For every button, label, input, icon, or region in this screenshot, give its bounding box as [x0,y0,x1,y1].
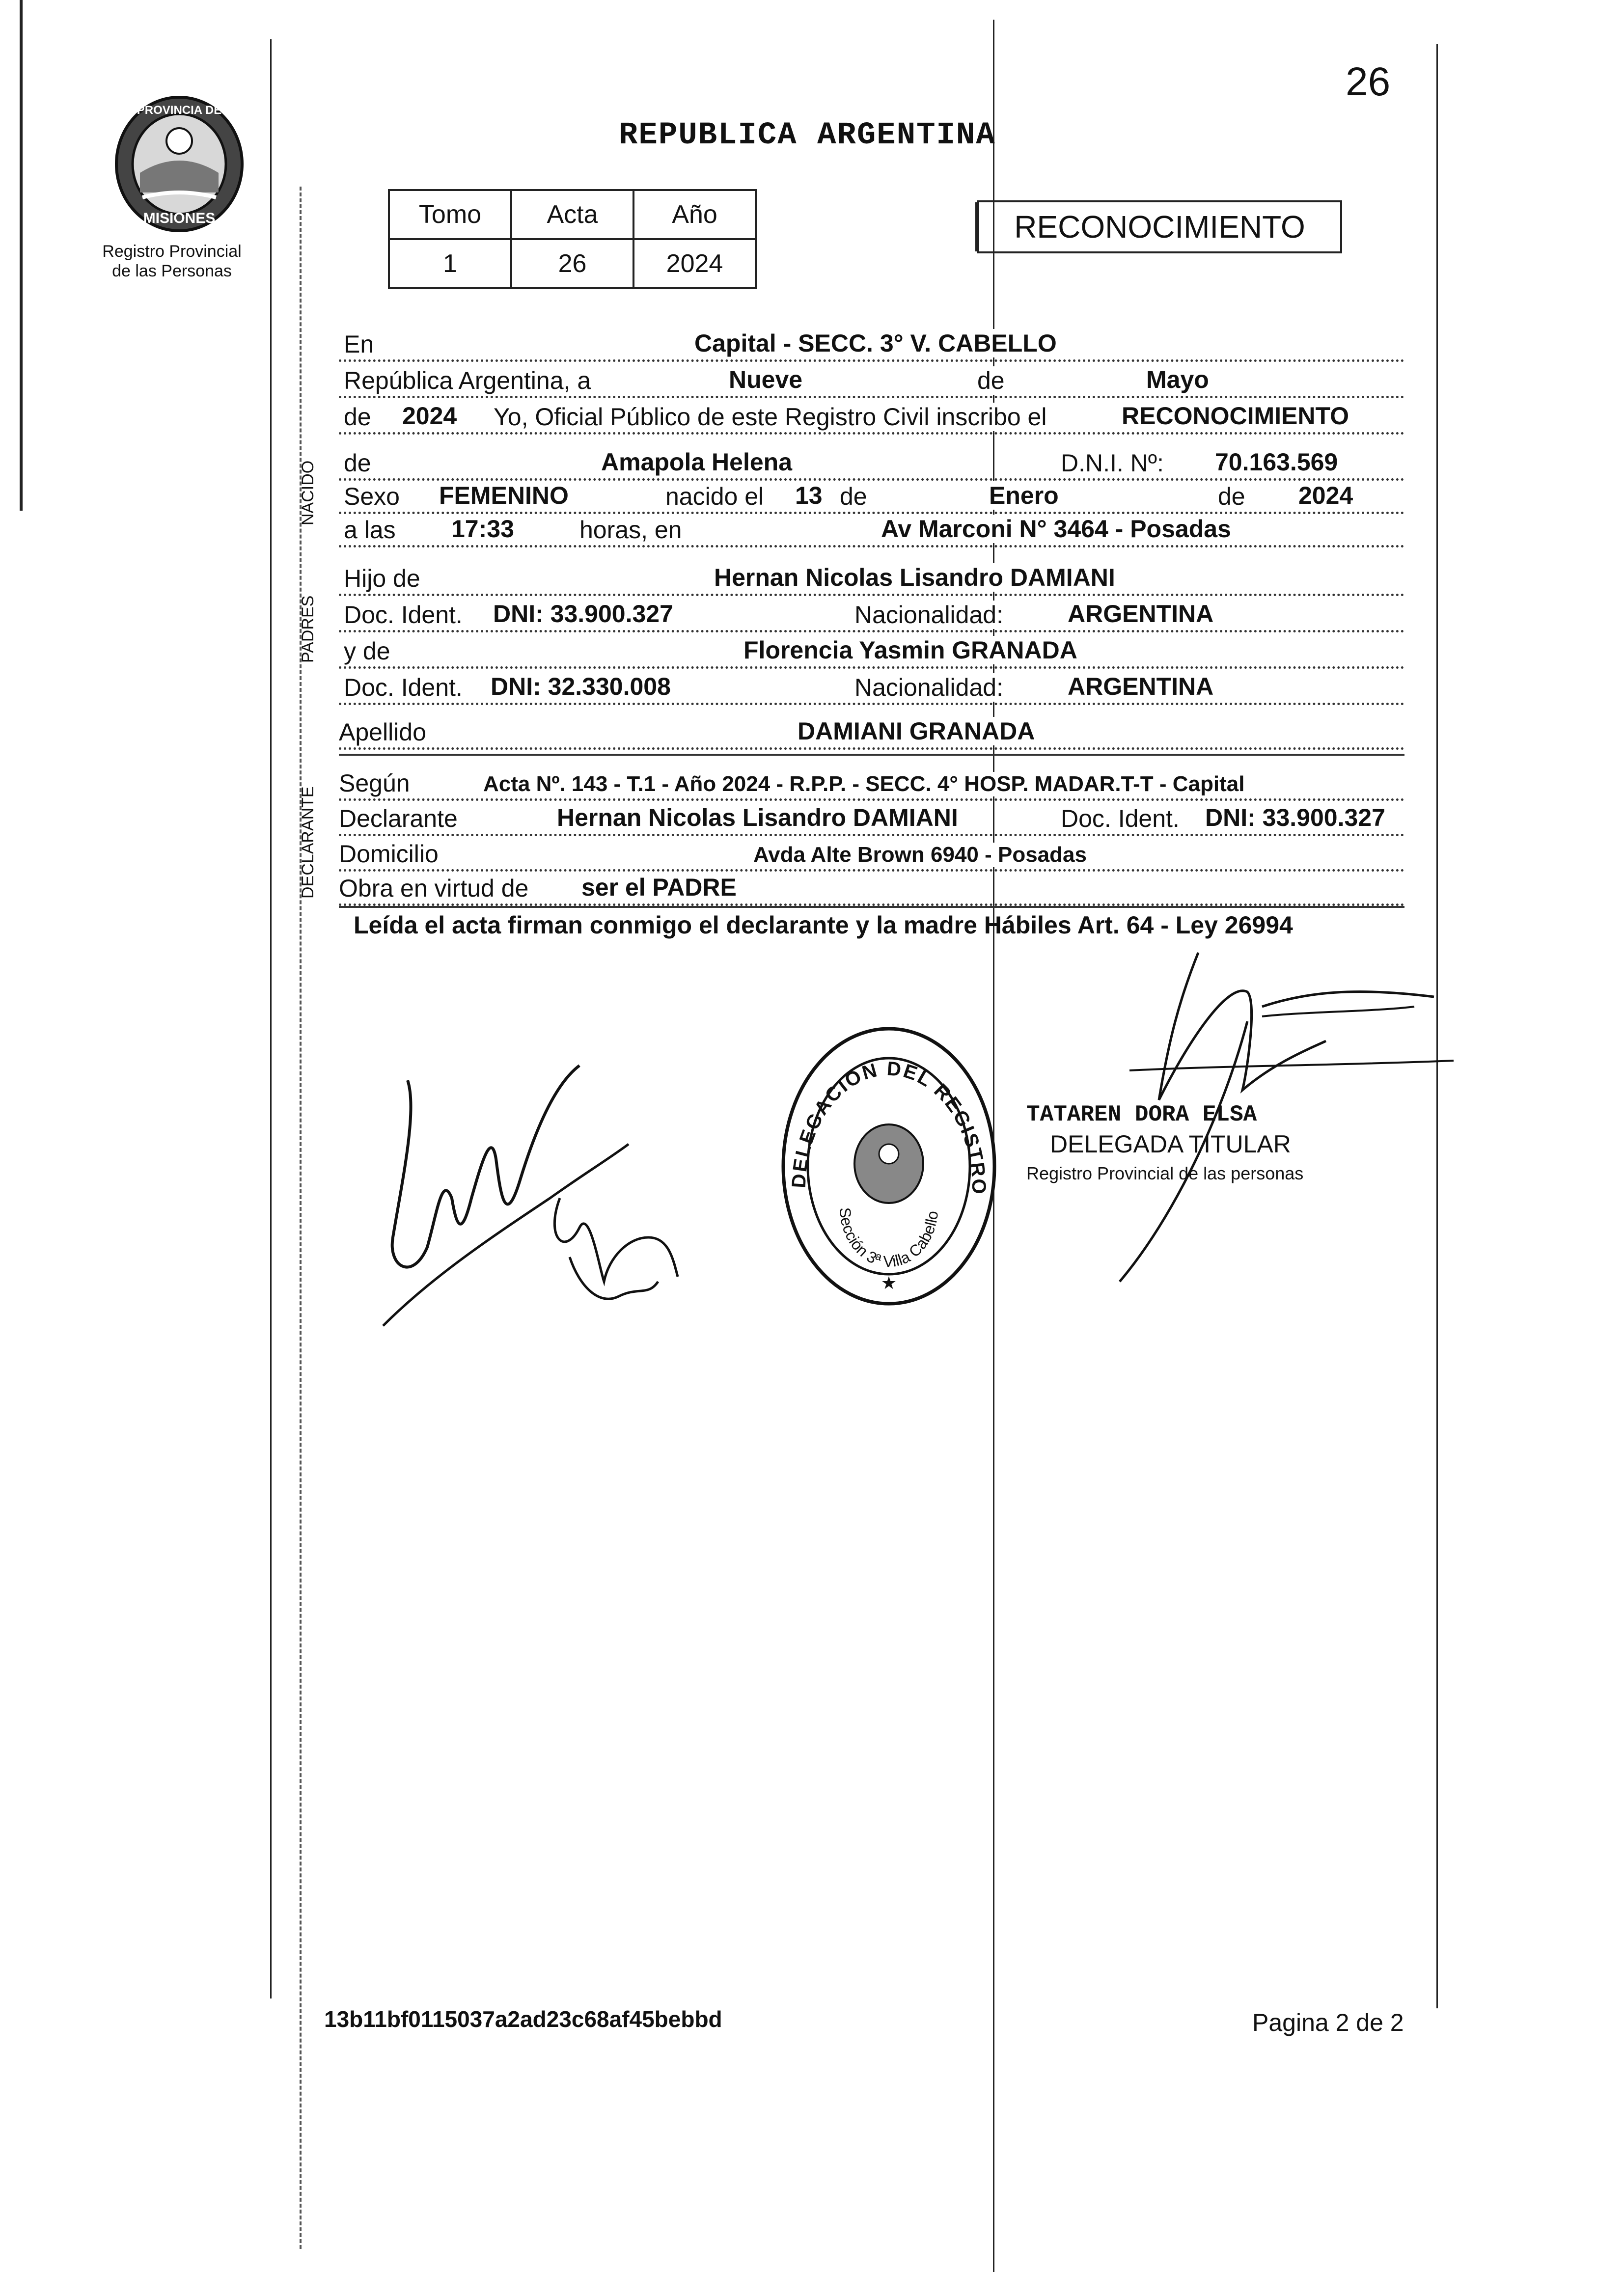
value-mother-doc: DNI: 32.330.008 [489,672,673,701]
table-value-tomo: 1 [389,239,511,288]
value-en: Capital - SECC. 3° V. CABELLO [692,329,1059,357]
left-margin-line [20,0,23,511]
record-table [388,189,757,289]
label-de-month: de [977,366,1008,395]
officer-name: TATAREN DORA ELSA [1026,1102,1257,1127]
table-value-anio: 2024 [633,239,756,288]
value-father-doc: DNI: 33.900.327 [491,600,675,628]
seal-inner-text: Sección 3ª Villa Cabello [836,1206,942,1271]
value-dni: 70.163.569 [1213,448,1340,476]
label-alas: a las [344,516,399,544]
section-rule-1 [339,754,1404,756]
value-name: Amapola Helena [599,448,794,476]
official-seal [776,1021,1002,1311]
label-declarante: Declarante [339,804,461,833]
label-dni: D.N.I. Nº: [1061,449,1167,477]
value-obra: ser el PADRE [579,873,739,902]
row-hora [339,509,1404,547]
value-segun: Acta Nº. 143 - T.1 - Año 2024 - R.P.P. - SECC. 4° HOSP. MADAR.T-T - Capital [481,772,1246,796]
row-inscribo [339,396,1404,435]
registry-caption-line2: de las Personas [112,262,232,280]
label-de-byear: de [1218,482,1248,511]
officer-title: DELEGADA TITULAR [1050,1130,1291,1158]
pagination: Pagina 2 de 2 [1252,2009,1404,2036]
label-decl-doc: Doc. Ident. [1061,804,1183,833]
official-seal-icon [776,1021,1002,1311]
label-doc1: Doc. Ident. [344,601,466,629]
value-birth-year: 2024 [1296,481,1355,510]
value-inscribo: RECONOCIMIENTO [1120,402,1351,430]
value-father-name: Hernan Nicolas Lisandro DAMIANI [712,563,1117,592]
label-yde: y de [344,637,393,665]
officer-block [1026,1100,1303,1188]
row-father-doc [339,594,1404,632]
label-domicilio: Domicilio [339,840,441,868]
row-domicilio [339,833,1404,872]
value-mother-name: Florencia Yasmin GRANADA [742,636,1079,664]
coat-of-arms-icon [113,94,246,234]
table-header-anio: Año [633,190,756,239]
logo-text-top: PROVINCIA DE [137,104,222,117]
label-obra: Obra en virtud de [339,874,531,903]
value-decl-doc: DNI: 33.900.327 [1203,803,1387,832]
label-sexo: Sexo [344,482,403,511]
table-header-tomo: Tomo [389,190,511,239]
closing-note: Leída el acta firman conmigo el declarante y la madre Hábiles Art. 64 - Ley 26994 [354,911,1293,939]
label-hijo: Hijo de [344,564,423,593]
row-en [339,323,1404,362]
table-header-acta: Acta [511,190,633,239]
country-title: REPUBLICA ARGENTINA [619,118,996,153]
side-label-declarante: DECLARANTE [299,786,317,899]
label-en: En [344,330,377,358]
label-horas: horas, en [579,516,685,544]
table-value-acta: 26 [511,239,633,288]
registry-caption-line1: Registro Provincial [102,242,242,261]
value-mother-nat: ARGENTINA [1066,672,1215,701]
seal-outer-text: DELEGACION DEL REGISTRO [788,1058,990,1196]
value-domicilio: Avda Alte Brown 6940 - Posadas [751,843,1089,867]
row-segun [339,762,1404,801]
value-birth-place: Av Marconi N° 3464 - Posadas [879,515,1233,543]
label-de-year: de [344,403,374,431]
binding-line [270,39,272,1998]
row-date [339,359,1404,398]
document-hash: 13b11bf0115037a2ad23c68af45bebbd [324,2006,722,2032]
svg-text:Sección 3ª Villa Cabello [836,1207,941,1270]
value-birth-day: 13 [793,481,825,510]
page-number: 26 [1346,59,1391,104]
value-declarante: Hernan Nicolas Lisandro DAMIANI [555,803,960,832]
act-type-box: RECONOCIMIENTO [977,200,1342,253]
logo-text-bottom: MISIONES [143,210,216,226]
value-day: Nueve [727,365,804,394]
value-month: Mayo [1144,365,1211,394]
label-segun: Según [339,769,413,797]
label-republica: República Argentina, a [344,366,594,395]
label-nac1: Nacionalidad: [854,601,1006,629]
label-doc2: Doc. Ident. [344,673,466,702]
declarant-signature-icon [373,1051,688,1336]
value-sexo: FEMENINO [437,481,571,510]
value-surname: DAMIANI GRANADA [796,717,1037,745]
registry-logo [113,94,246,234]
seal-star-icon: ★ [881,1273,897,1293]
row-apellido [339,711,1404,750]
label-de-name: de [344,449,374,477]
side-label-padres: PADRES [299,595,317,663]
row-obra [339,867,1404,906]
side-label-nacido: NACIDO [299,460,317,525]
inscribo-text: Yo, Oficial Público de este Registro Civil inscribo el [494,403,1049,431]
label-apellido: Apellido [339,718,429,746]
officer-institution: Registro Provincial de las personas [1026,1163,1304,1183]
label-nacido: nacido el [665,482,767,511]
label-nac2: Nacionalidad: [854,673,1006,702]
row-mother-doc [339,666,1404,705]
section-rule-2 [339,906,1404,908]
row-hijo [339,557,1404,596]
row-mother [339,630,1404,669]
value-birth-time: 17:33 [449,515,516,543]
row-declarante [339,797,1404,836]
value-year: 2024 [400,402,459,430]
value-birth-month: Enero [987,481,1061,510]
value-father-nat: ARGENTINA [1066,600,1215,628]
label-de-bmonth: de [840,482,870,511]
registry-caption [74,242,270,281]
